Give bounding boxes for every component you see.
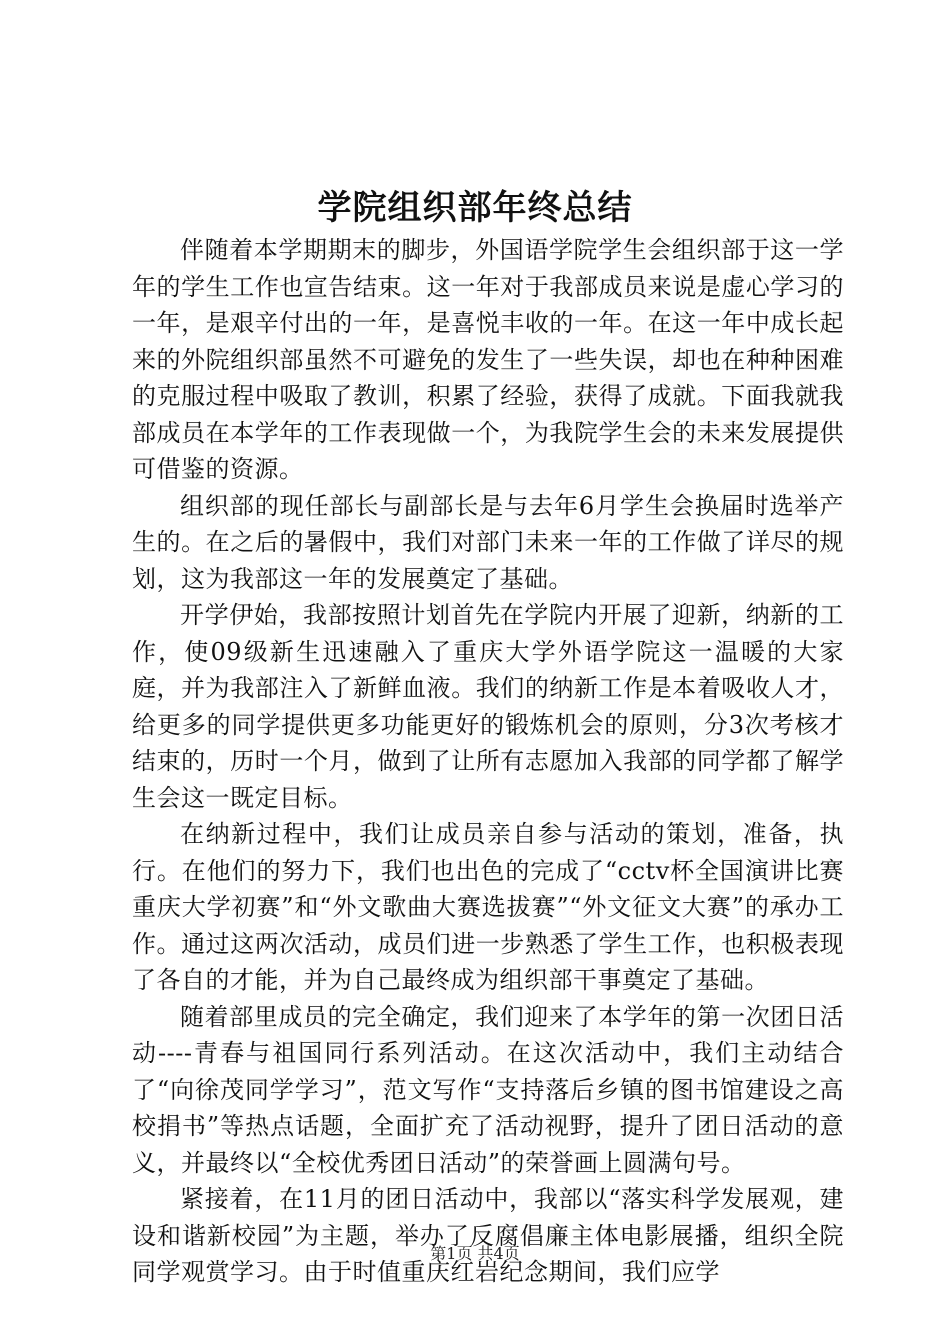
paragraph: 伴随着本学期期末的脚步，外国语学院学生会组织部于这一学年的学生工作也宣告结束。这一年对于我部成员来说是虚心学习的一年，是艰辛付出的一年，是喜悦丰收的一年。在这一年中成长起来的外院组织部虽然不可避免的发生了一些失误，却也在种种困难的克服过程中吸取了教训，积累了经验，获得了成就。下面我就我部成员在本学年的工作表现做一个，为我院学生会的未来发展提供可借鉴的资源。 xyxy=(132,236,844,483)
document-title: 学院组织部年终总结 xyxy=(317,188,633,228)
page-number: 第1页 共4页 xyxy=(430,1244,520,1263)
paragraph: 在纳新过程中，我们让成员亲自参与活动的策划，准备，执行。在他们的努力下，我们也出色的完成了“cctv杯全国演讲比赛重庆大学初赛”和“外文歌曲大赛选拔赛”“外文征文大赛”的承办工作。通过这两次活动，成员们进一步熟悉了学生工作，也积极表现了各自的才能，并为自己最终成为组织部干事奠定了基础。 xyxy=(132,820,844,994)
paragraph: 开学伊始，我部按照计划首先在学院内开展了迎新，纳新的工作，使09级新生迅速融入了重庆大学外语学院这一温暖的大家庭，并为我部注入了新鲜血液。我们的纳新工作是本着吸收人才，给更多的同学提供更多功能更好的锻炼机会的原则，分3次考核才结束的，历时一个月，做到了让所有志愿加入我部的同学都了解学生会这一既定目标。 xyxy=(132,601,844,812)
paragraph: 组织部的现任部长与副部长是与去年6月学生会换届时选举产生的。在之后的暑假中，我们对部门未来一年的工作做了详尽的规划，这为我部这一年的发展奠定了基础。 xyxy=(132,491,844,593)
paragraph: 随着部里成员的完全确定，我们迎来了本学年的第一次团日活动----青春与祖国同行系列活动。在这次活动中，我们主动结合了“向徐茂同学学习”，范文写作“支持落后乡镇的图书馆建设之高校捐书”等热点话题，全面扩充了活动视野，提升了团日活动的意义，并最终以“全校优秀团日活动”的荣誉画上圆满句号。 xyxy=(132,1002,844,1177)
paragraph: 紧接着，在11月的团日活动中，我部以“落实科学发展观，建设和谐新校园”为主题，举办了反腐倡廉主体电影展播，组织全院同学观赏学习。由于时值重庆红岩纪念期间，我们应学 xyxy=(132,1185,844,1286)
document-body xyxy=(132,232,844,1291)
